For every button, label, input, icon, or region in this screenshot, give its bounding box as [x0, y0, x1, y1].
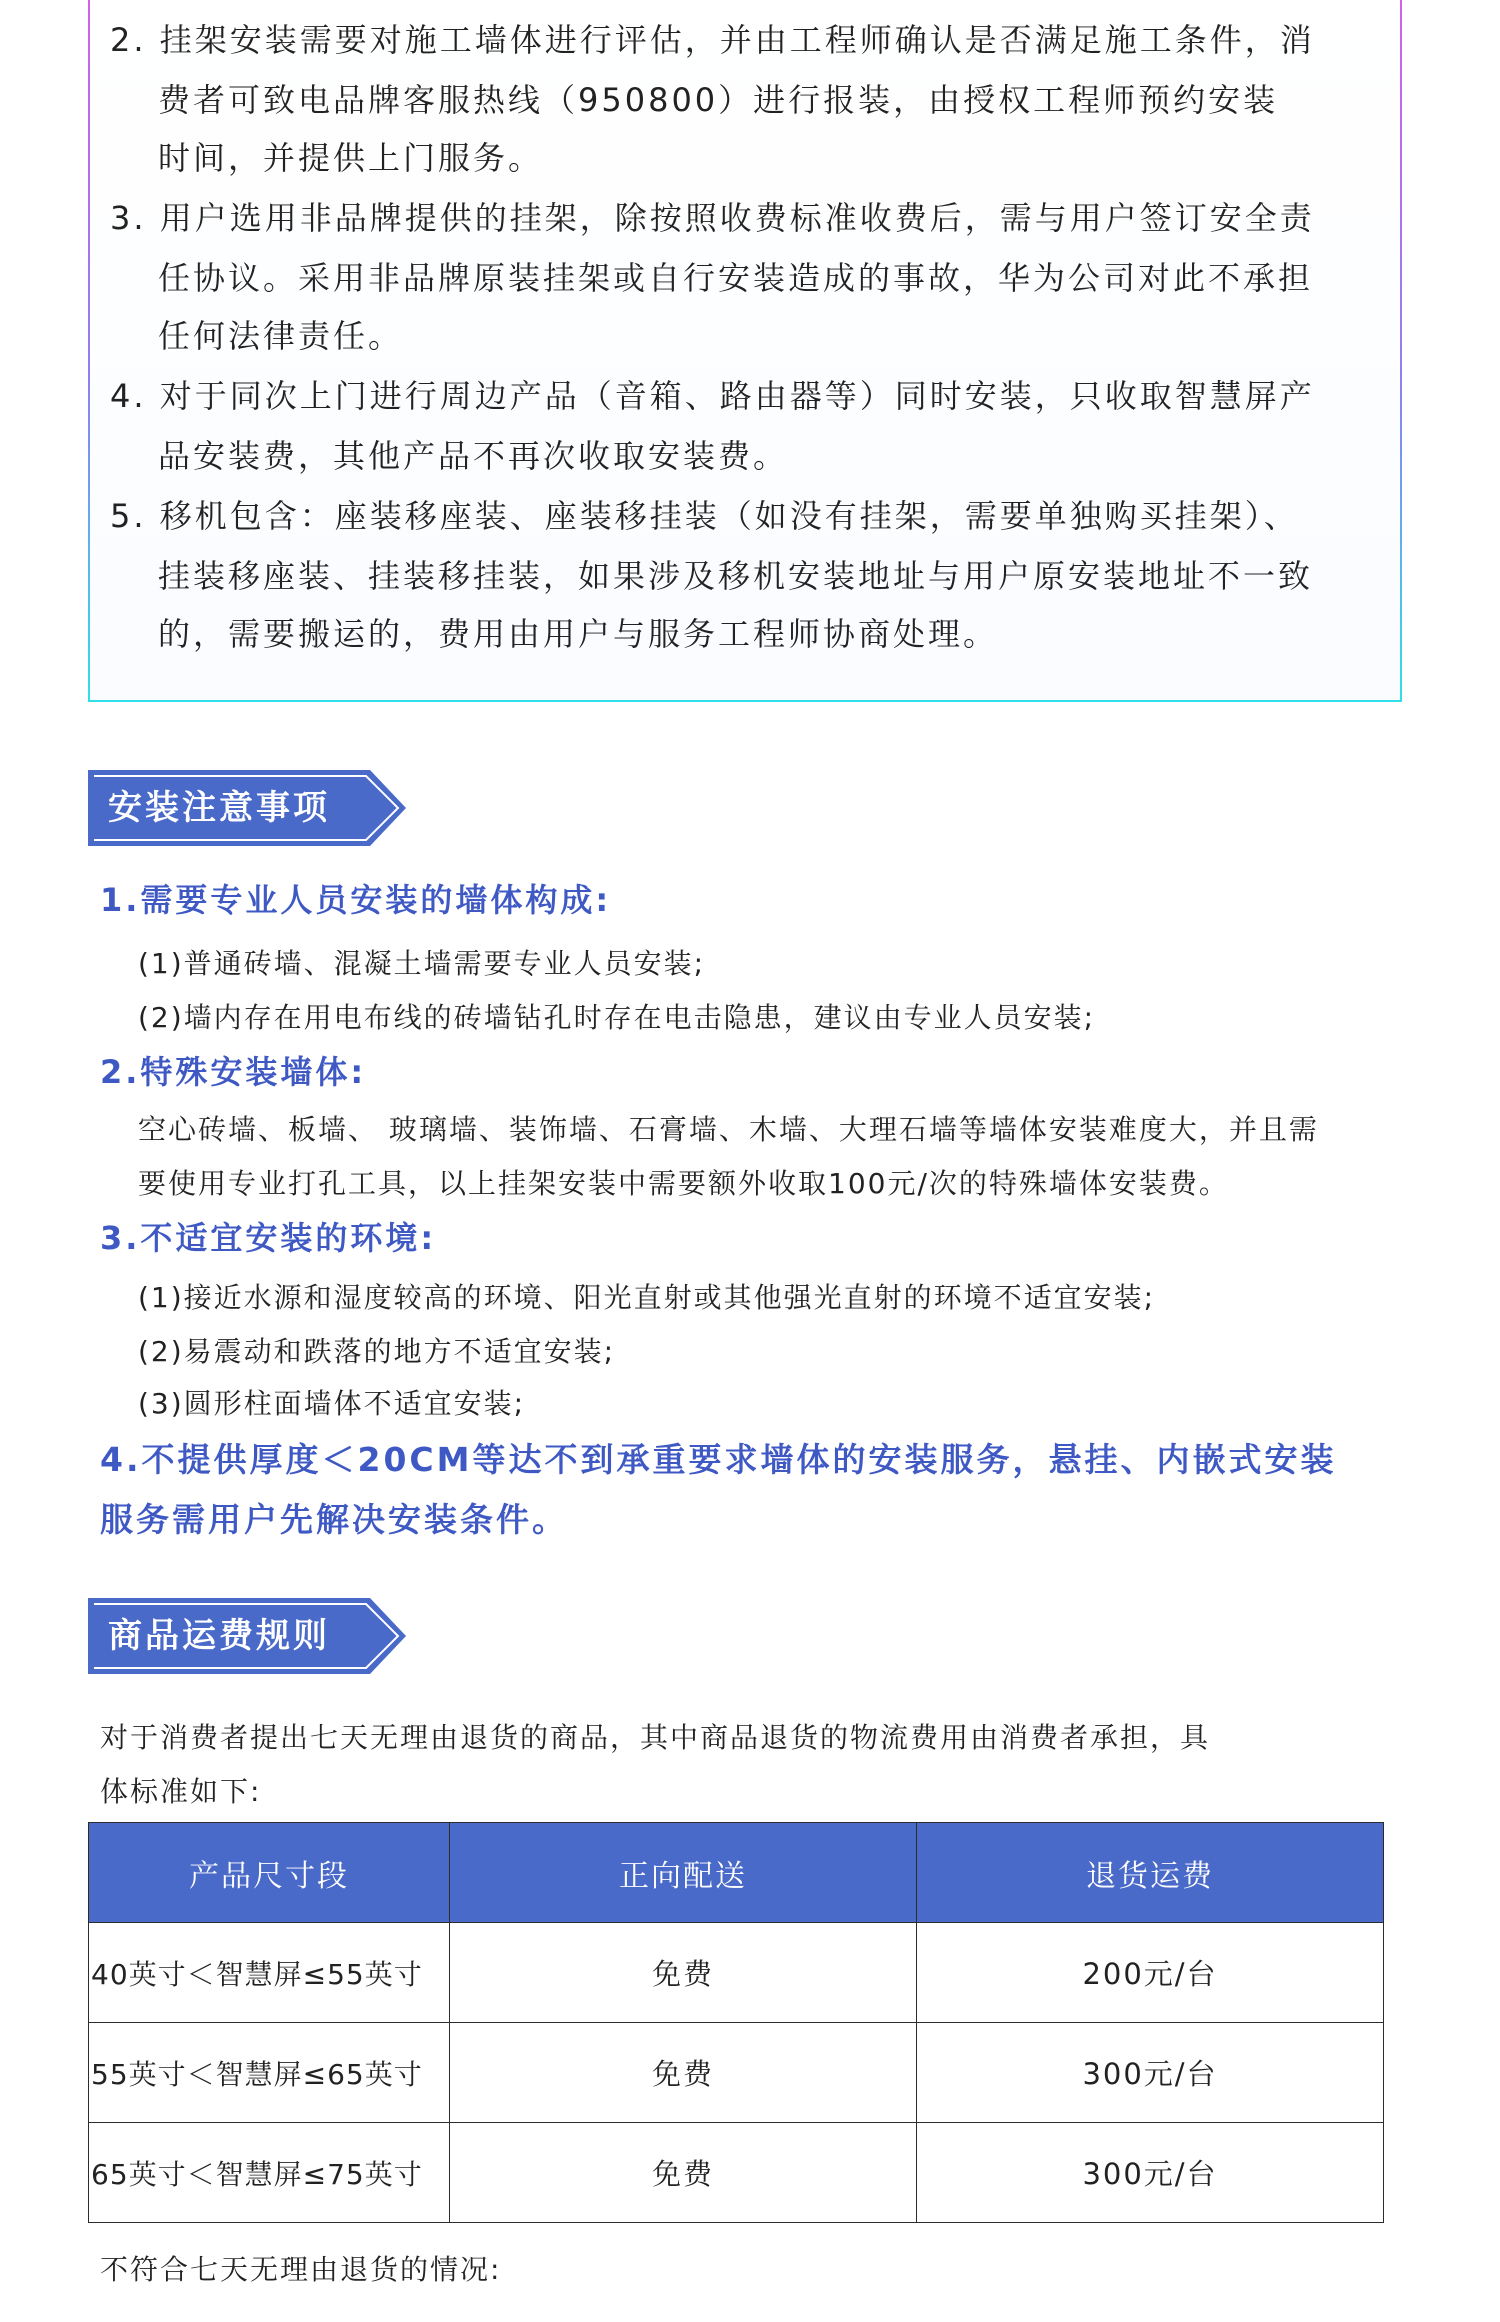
column-header: 产品尺寸段 — [89, 1823, 450, 1923]
column-header: 正向配送 — [450, 1823, 917, 1923]
table-cell-delivery: 免费 — [450, 2123, 917, 2223]
table-cell-size: 55英寸＜智慧屏≤65英寸 — [89, 2023, 450, 2123]
box-line: 2. 挂架安装需要对施工墙体进行评估，并由工程师确认是否满足施工条件，消 — [110, 21, 1315, 59]
table-row — [89, 1923, 1384, 2023]
table-row — [89, 2023, 1384, 2123]
list-item: (2)易震动和跌落的地方不适宜安装; — [138, 1335, 616, 1368]
intro-line: 对于消费者提出七天无理由退货的商品，其中商品退货的物流费用由消费者承担，具 — [100, 1721, 1211, 1754]
list-item: (3)圆形柱面墙体不适宜安装; — [138, 1387, 526, 1420]
box-line: 5. 移机包含：座装移座装、座装移挂装（如没有挂架，需要单独购买挂架）、 — [110, 497, 1299, 535]
paragraph-line: 要使用专业打孔工具，以上挂架安装中需要额外收取100元/次的特殊墙体安装费。 — [138, 1167, 1229, 1200]
box-line: 任何法律责任。 — [158, 317, 404, 355]
notice-line: 服务需用户先解决安装条件。 — [100, 1500, 568, 1539]
box-line: 3. 用户选用非品牌提供的挂架，除按照收费标准收费后，需与用户签订安全责 — [110, 199, 1315, 237]
table-cell-size: 65英寸＜智慧屏≤75英寸 — [89, 2123, 450, 2223]
section-banner-install-notes — [88, 770, 408, 846]
shipping-fee-table — [88, 1822, 1384, 2223]
subheading-special-walls: 2.特殊安装墙体: — [100, 1053, 367, 1091]
list-item: (2)墙内存在用电布线的砖墙钻孔时存在电击隐患，建议由专业人员安装; — [138, 1001, 1096, 1034]
table-cell-return-fee: 200元/台 — [917, 1923, 1384, 2023]
subheading-professional-walls: 1.需要专业人员安装的墙体构成: — [100, 881, 612, 919]
footer-line: 不符合七天无理由退货的情况: — [100, 2253, 502, 2286]
section-banner-shipping — [88, 1598, 408, 1674]
table-cell-return-fee: 300元/台 — [917, 2023, 1384, 2123]
subheading-unsuitable-env: 3.不适宜安装的环境: — [100, 1219, 437, 1257]
table-cell-return-fee: 300元/台 — [917, 2123, 1384, 2223]
notice-line: 4.不提供厚度＜20CM等达不到承重要求墙体的安装服务，悬挂、内嵌式安装 — [100, 1440, 1337, 1479]
box-line: 4. 对于同次上门进行周边产品（音箱、路由器等）同时安装，只收取智慧屏产 — [110, 377, 1315, 415]
list-item: (1)接近水源和湿度较高的环境、阳光直射或其他强光直射的环境不适宜安装; — [138, 1281, 1156, 1314]
box-line: 时间，并提供上门服务。 — [158, 139, 544, 177]
list-item: (1)普通砖墙、混凝土墙需要专业人员安装; — [138, 947, 706, 980]
table-cell-delivery: 免费 — [450, 1923, 917, 2023]
box-line: 挂装移座装、挂装移挂装，如果涉及移机安装地址与用户原安装地址不一致 — [158, 557, 1314, 595]
column-header: 退货运费 — [917, 1823, 1384, 1923]
box-line: 任协议。采用非品牌原装挂架或自行安装造成的事故，华为公司对此不承担 — [158, 259, 1314, 297]
table-row — [89, 2123, 1384, 2223]
paragraph-line: 空心砖墙、板墙、 玻璃墙、装饰墙、石膏墙、木墙、大理石墙等墙体安装难度大，并且需 — [138, 1113, 1319, 1146]
section-title: 安装注意事项 — [108, 788, 330, 828]
section-title: 商品运费规则 — [108, 1616, 330, 1656]
box-line: 费者可致电品牌客服热线（950800）进行报装，由授权工程师预约安装 — [158, 81, 1279, 119]
table-cell-delivery: 免费 — [450, 2023, 917, 2123]
intro-line: 体标准如下: — [100, 1775, 262, 1808]
box-line: 品安装费，其他产品不再次收取安装费。 — [158, 437, 789, 475]
table-header-row — [89, 1823, 1384, 1923]
box-line: 的，需要搬运的，费用由用户与服务工程师协商处理。 — [158, 615, 999, 653]
table-cell-size: 40英寸＜智慧屏≤55英寸 — [89, 1923, 450, 2023]
